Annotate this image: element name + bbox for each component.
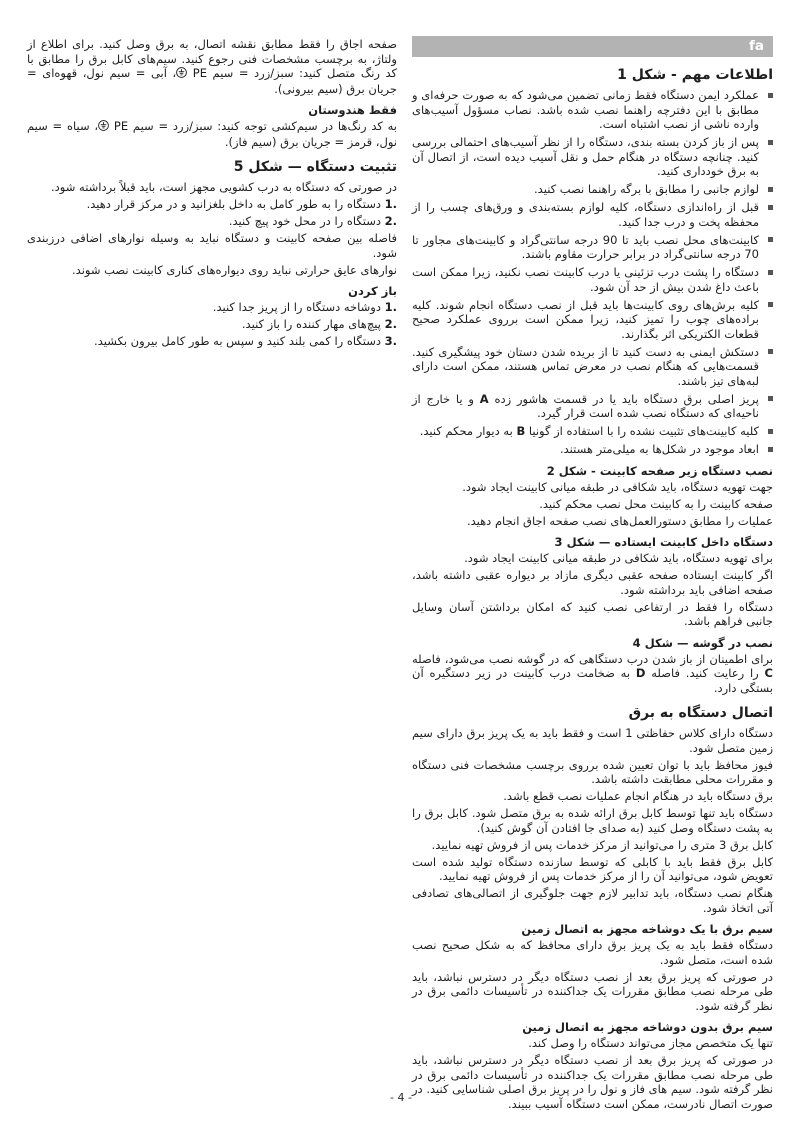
reference-letter-A: A xyxy=(479,391,489,406)
paragraph: برق دستگاه بايد در هنگام انجام عمليات نصب قطع باشد. xyxy=(503,789,773,803)
bullet-text: دستگاه را پشت درب تزئينی يا درب كابينت نصب نكنيد، زيرا ممكن است باعث داغ شدن بيش از حد آن شود. xyxy=(412,265,759,294)
bullet-item xyxy=(412,88,773,132)
intro-text-pre: صفحه اجاق را فقط مطابق نقشه اتصال، به برق وصل كنيد. برای اطلاع از ولتاژ، به برچسب مشخصات فنی رجوع كنيد. سيم‌های كابل برق را مطابق با كد رنگ متصل كنيد: سبز/زرد = سيم PE xyxy=(27,37,398,80)
earth-ground-icon xyxy=(176,67,187,82)
bullet-item xyxy=(412,182,773,197)
india-paragraph xyxy=(27,119,397,149)
important-info-heading: اطلاعات مهم - شكل 1 xyxy=(617,67,773,83)
corner-text: به ضخامت درب كابينت در زير دستگيره آن بستگی دارد. xyxy=(412,666,773,695)
paragraph: جهت تهويه دستگاه، بايد شكافی در طبقه ميانی كابينت ايجاد شود. xyxy=(462,479,773,494)
corner-text: را رعايت كنيد. فاصله xyxy=(645,666,765,680)
step-1 xyxy=(27,197,397,212)
paragraph: هنگام نصب دستگاه، بايد تدابير لازم جهت جلوگيری از اتصالی‌های تصادفی آتی اتخاذ شود. xyxy=(412,886,773,915)
language-tab-label: fa xyxy=(749,38,764,54)
bullet-text: ابعاد موجود در شكل‌ها به ميلی‌متر هستند. xyxy=(559,442,759,456)
removal-heading: باز كردن xyxy=(348,284,397,298)
step-text: پيچ‌های مهار كننده را باز كنيد. xyxy=(241,317,385,331)
step-number: 1. xyxy=(384,300,397,314)
bullet-item xyxy=(412,424,773,439)
step-2 xyxy=(27,317,397,332)
bullet-text: و يا خارج از ناحيه‌ای كه دستگاه نصب شده است قرار گيرد. xyxy=(412,391,759,420)
step-number: 1. xyxy=(384,197,397,211)
paragraph: فيوز محافظ بايد با توان تعيين شده برروی برچسب مشخصات فنی دستگاه و مقررات محلی مطابقت داشته باشد. xyxy=(412,757,773,786)
paragraph: عمليات را مطابق دستورالعمل‌های نصب صفحه اجاق انجام دهيد. xyxy=(466,513,773,528)
bullet-item xyxy=(412,135,773,179)
step-text: دستگاه را در محل خود پيچ كنيد. xyxy=(228,214,385,228)
step-text: دستگاه را كمی بلند كنيد و سپس به طور كامل بيرون بكشيد. xyxy=(94,334,385,348)
reference-letter-B: B xyxy=(516,424,526,438)
bullet-text: كليه كابينت‌های تثبيت نشده را با استفاده از گونيا xyxy=(525,424,759,438)
bullet-text: به ديوار محكم كنيد. xyxy=(419,424,517,438)
step-number: 2. xyxy=(384,317,397,331)
paragraph: فاصله بين صفحه كابينت و دستگاه نبايد به وسيله نوارهای اضافی درزبندی شود. xyxy=(27,231,397,260)
bullet-item xyxy=(412,265,773,294)
corner-text: برای اطمينان از باز شدن درب دستگاهی كه در گوشه نصب می‌شود، فاصله xyxy=(412,651,773,666)
bullet-text: پريز اصلی برق دستگاه بايد يا در قسمت هاشور زده xyxy=(488,391,760,406)
bullet-item xyxy=(412,392,773,421)
india-only-heading: فقط هندوستان xyxy=(308,103,397,117)
paragraph: در صورتی كه پريز برق بعد از نصب دستگاه ديگر در دسترس نباشد، بايد طی مرحله نصب مطابق مقررات يک جداكننده در تأسيسات دائمی برق در نظر گرفته شود. xyxy=(412,969,773,1013)
paragraph: صفحه كابينت را به كابينت محل نصب محكم كنيد. xyxy=(539,496,773,511)
paragraph: كابل برق فقط بايد با كابلی كه توسط سازنده دستگاه توليد شده است تعويض شود، می‌توانيد آن را از مركز خدمات پس از فروش تهيه نماييد. xyxy=(412,854,773,883)
step-2 xyxy=(27,214,397,229)
step-text: دوشاخه دستگاه را از پريز جدا كنيد. xyxy=(212,300,385,314)
under-worktop-heading: نصب دستگاه زير صفحه كابينت - شكل 2 xyxy=(546,463,773,478)
securing-appliance-heading: تثبيت دستگاه — شكل 5 xyxy=(233,159,397,175)
corner-paragraph xyxy=(412,652,773,696)
bullet-text: كليه برش‌های روی كابينت‌ها بايد قبل از نصب دستگاه انجام شوند. كليه براده‌های چوب را تميز كنيد، زيرا ممكن است برروی عملكرد صحيح قطعات الكتريكی اثر بگذارند. xyxy=(412,297,759,341)
bullet-item xyxy=(412,233,773,262)
bullet-text: قبل از راه‌اندازی دستگاه، كليه لوازم بسته‌بندی و ورق‌های چسب را از محفظه پخت و درب جدا كنيد. xyxy=(412,200,759,229)
step-3 xyxy=(27,334,397,349)
paragraph: اگر كابينت ايستاده صفحه عقبی ديگری مازاد بر ديواره عقبی داشته باشد، صفحه اضافی بايد برداشته شود. xyxy=(412,568,773,597)
right-column xyxy=(412,36,773,1114)
paragraph: تنها يک متخصص مجاز می‌تواند دستگاه را وصل كند. xyxy=(528,1036,773,1050)
step-1 xyxy=(27,300,397,315)
reference-letter-C: C xyxy=(764,666,773,680)
page-number: - 4 - xyxy=(390,1091,412,1104)
intro-paragraph xyxy=(27,37,397,96)
intro-text-post: ، آبی = سيم نول، قهوه‌ای = جريان برق (سيم بيرونی). xyxy=(27,66,397,96)
bullet-text: عملكرد ايمن دستگاه فقط زمانی تضمين می‌شود كه به صورت حرفه‌ای و مطابق با اين دفترچه راهنما نصب شده باشد. نصاب مسؤول آسيب‌های وارده ناشی از نصب اشتباه است. xyxy=(412,88,759,131)
mains-connection-heading: اتصال دستگاه به برق xyxy=(628,705,773,721)
step-text: دستگاه را به طور كامل به داخل بلغزانيد و در مركز قرار دهيد. xyxy=(86,197,385,211)
paragraph: در صورتی كه پريز برق بعد از نصب دستگاه ديگر در دسترس نباشد، بايد طی مرحله نصب مطابق مقررات يک جداكننده در تأسيسات دائمی برق در نظر گرفته شود. سيم های فاز و نول را در پريز برق اصلی شناسايی كنيد. در صورت اتصال نادرست، ممكن است دستگاه آسيب ببيند. xyxy=(412,1053,773,1111)
paragraph: دستگاه بايد تنها توسط كابل برق ارائه شده به برق متصل شود. كابل برق را به پشت دستگاه وصل كنيد (به صدای جا افتادن آن گوش كنيد). xyxy=(412,806,773,835)
step-number: 3. xyxy=(384,334,397,348)
left-column xyxy=(27,37,397,351)
bullet-item xyxy=(412,442,773,457)
corner-installation-heading: نصب در گوشه — شكل 4 xyxy=(632,635,773,650)
reference-letter-D: D xyxy=(635,666,646,680)
paragraph: دستگاه فقط بايد به يک پريز برق دارای محافظ كه به شكل صحيح نصب شده است، متصل شود. xyxy=(412,938,773,967)
bullet-text: كابينت‌های محل نصب بايد تا 90 درجه سانتی‌گراد و كابينت‌های مجاور تا 70 درجه سانتی‌گراد در برابر حرارت مقاوم باشند. xyxy=(412,232,759,261)
bullet-text: دستكش ايمنی به دست كنيد تا از بريده شدن دستان خود پيشگيری كنيد. قسمت‌هايی كه هنگام نصب در معرض تماس هستند، ممكن است دارای لبه‌های تيز باشند. xyxy=(412,344,759,388)
important-info-list xyxy=(412,88,773,457)
bullet-text: پس از باز كردن بسته بندی، دستگاه را از نظر آسيب‌های احتمالی بررسی كنيد. چنانچه دستگاه در هنگام حمل و نقل آسيب ديده است، از اتصال آن به برق خودداری كنيد. xyxy=(412,135,759,178)
bullet-item xyxy=(412,345,773,389)
paragraph: دستگاه دارای كلاس حفاظتی 1 است و فقط بايد به يک پريز برق دارای سيم زمين متصل شود. xyxy=(412,726,774,755)
bullet-text: لوازم جانبی را مطابق با برگه راهنما نصب كنيد. xyxy=(534,182,759,196)
paragraph: برای تهويه دستگاه، بايد شكافی در طبقه ميانی كابينت ايجاد شود. xyxy=(464,551,773,565)
india-text-pre: به كد رنگ‌ها در سيم‌كشی توجه كنيد: سبز/زرد = سيم PE xyxy=(109,119,397,133)
cord-without-earthed-plug-heading: سيم برق بدون دوشاخه مجهز به اتصال زمين xyxy=(522,1020,773,1034)
tall-cabinet-heading: دستگاه داخل كابينت ايستاده — شكل 3 xyxy=(554,535,773,549)
bullet-item xyxy=(412,200,773,229)
paragraph: نوارهای عايق حرارتی نبايد روی ديواره‌های كناری كابينت نصب شوند. xyxy=(72,262,397,277)
cord-with-earthed-plug-heading: سيم برق با يک دوشاخه مجهز به اتصال زمين xyxy=(521,922,773,936)
india-text-post: ، سياه = سيم نول، قرمز = جريان برق (سيم فاز). xyxy=(27,119,397,149)
paragraph: كابل برق 3 متری را می‌توانيد از مركز خدمات پس از فروش تهيه نماييد. xyxy=(431,837,773,852)
paragraph: دستگاه را فقط در ارتفاعی نصب كنيد كه امكان برداشتن آسان وسايل جانبی فراهم باشد. xyxy=(412,599,773,628)
language-tab xyxy=(412,36,773,57)
paragraph: در صورتی كه دستگاه به درب كشويی مجهز است، بايد قبلاً برداشته شود. xyxy=(51,180,397,194)
earth-ground-icon xyxy=(98,120,109,135)
bullet-item xyxy=(412,298,773,342)
step-number: 2. xyxy=(384,214,397,228)
